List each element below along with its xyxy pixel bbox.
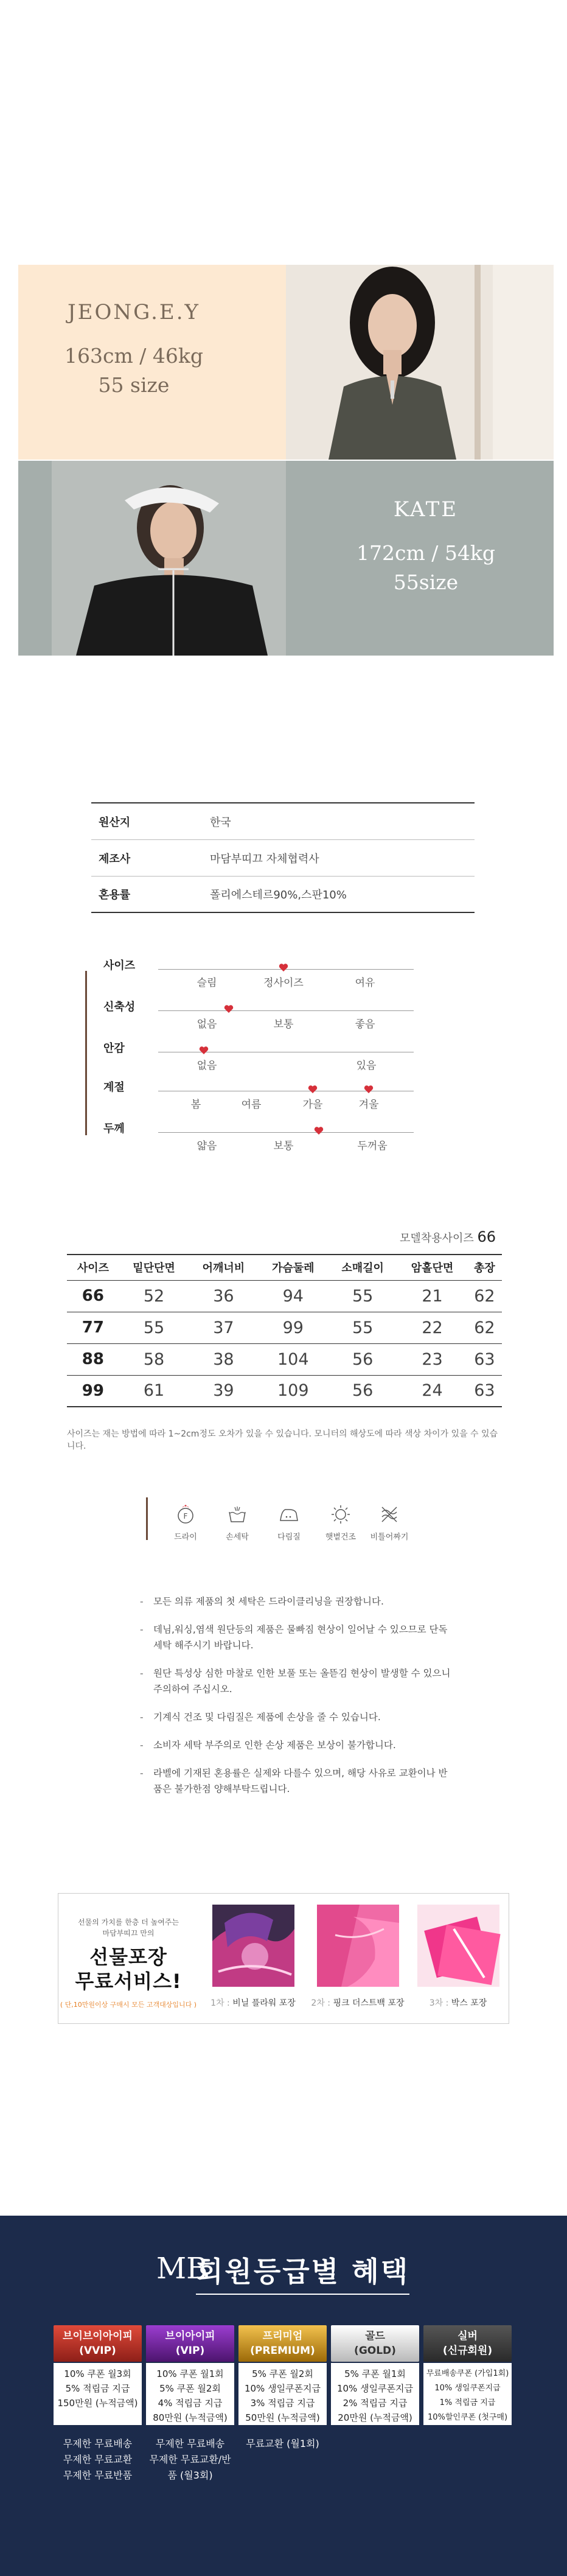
tier-benefit: 4% 적립금 지급 bbox=[158, 2398, 223, 2409]
model-measure: 163cm / 46kg bbox=[64, 344, 203, 368]
tier-name: 브이브이아이피 bbox=[63, 2330, 133, 2342]
feature-label-stretch: 신축성 bbox=[103, 1001, 136, 1013]
tier-extra-line: 무제한 무료반품 bbox=[63, 2469, 133, 2481]
tier-vip bbox=[146, 2325, 234, 2483]
care-item bbox=[368, 1503, 411, 1542]
gift-step: 3차 : bbox=[429, 1998, 449, 2008]
hand-wash-icon bbox=[226, 1503, 248, 1525]
gift-option bbox=[204, 1905, 302, 2009]
model-section bbox=[18, 265, 554, 657]
model-photo-2 bbox=[52, 461, 286, 656]
model-name: JEONG.E.Y bbox=[68, 300, 200, 324]
gift-headline bbox=[58, 1945, 198, 1993]
feature-option: 보통 bbox=[273, 1018, 294, 1031]
feature-option: 얇음 bbox=[197, 1140, 217, 1152]
gift-condition: ( 단,10만원이상 구매시 모든 고객대상입니다 ) bbox=[60, 2001, 197, 2009]
sun-dry-icon bbox=[330, 1503, 352, 1525]
svg-text:F: F bbox=[183, 1512, 188, 1521]
notice-item: - 기계식 건조 및 다림질은 제품에 손상을 줄 수 있습니다. bbox=[140, 1709, 456, 1725]
size-col-header: 소매길이 bbox=[328, 1255, 397, 1280]
tier-benefit: 10% 생일쿠폰지급 bbox=[434, 2384, 501, 2393]
gift-photo-dustbag bbox=[317, 1905, 399, 1987]
tier-benefit: 10% 쿠폰 월1회 bbox=[156, 2368, 224, 2379]
tier-code: (PREMIUM) bbox=[250, 2345, 315, 2357]
care-label: 햇볕건조 bbox=[325, 1533, 357, 1542]
tier-name: 골드 bbox=[365, 2330, 385, 2342]
size-cell: 56 bbox=[328, 1375, 397, 1407]
size-cell: 99 bbox=[67, 1375, 119, 1407]
feature-label-season: 계절 bbox=[103, 1081, 125, 1094]
feature-option: 가을 bbox=[302, 1099, 323, 1111]
tier-benefits bbox=[331, 2363, 419, 2425]
tier-extra bbox=[146, 2436, 234, 2483]
info-row bbox=[91, 840, 475, 877]
tier-benefit: 10% 생일쿠폰지급 bbox=[244, 2383, 321, 2394]
care-instructions bbox=[146, 1497, 414, 1552]
care-label: 손세탁 bbox=[226, 1533, 249, 1542]
info-row bbox=[91, 877, 475, 913]
gift-option bbox=[309, 1905, 406, 2009]
model-size: 55 size bbox=[98, 373, 170, 397]
size-cell: 104 bbox=[259, 1343, 328, 1375]
gift-step: 1차 : bbox=[210, 1998, 230, 2008]
feature-option: 좋음 bbox=[355, 1018, 375, 1031]
info-value: 폴리에스테르90%,스판10% bbox=[210, 889, 347, 901]
tier-benefits bbox=[54, 2363, 142, 2425]
size-table bbox=[67, 1254, 502, 1407]
size-col-header: 밑단단면 bbox=[119, 1255, 189, 1280]
tier-code: (신규회원) bbox=[442, 2345, 493, 2357]
model-row-1 bbox=[18, 265, 554, 460]
model-info-1 bbox=[55, 300, 213, 400]
size-cell: 55 bbox=[119, 1312, 189, 1343]
size-col-header: 가슴둘레 bbox=[259, 1255, 328, 1280]
heart-icon bbox=[314, 1126, 324, 1136]
size-col-header: 총장 bbox=[467, 1255, 502, 1280]
gift-subtext-line: 선물의 가치를 한층 더 높여주는 bbox=[78, 1918, 179, 1927]
info-row bbox=[91, 803, 475, 840]
tier-benefit: 5% 적립금 지급 bbox=[65, 2383, 130, 2394]
size-cell: 55 bbox=[328, 1312, 397, 1343]
table-row bbox=[67, 1312, 502, 1343]
gift-label: 비닐 플라워 포장 bbox=[232, 1998, 296, 2008]
size-cell: 77 bbox=[67, 1312, 119, 1343]
notice-item: - 라벨에 기재된 혼용률은 실제와 다를수 있으며, 해당 사유로 교환이나 반품은 불가한점 양해부탁드립니다. bbox=[140, 1765, 456, 1797]
tier-name: 프리미엄 bbox=[262, 2330, 303, 2342]
model-size-ref-value: 66 bbox=[477, 1228, 496, 1245]
model-row-2 bbox=[18, 461, 554, 656]
size-cell: 22 bbox=[397, 1312, 467, 1343]
size-cell: 66 bbox=[67, 1280, 119, 1312]
gift-caption bbox=[409, 1997, 507, 2009]
model-photo-1 bbox=[286, 265, 554, 460]
feature-label-lining: 안감 bbox=[103, 1042, 125, 1055]
feature-option: 있음 bbox=[356, 1060, 377, 1072]
care-item bbox=[319, 1503, 362, 1542]
gift-option bbox=[409, 1905, 507, 2009]
notice-item: - 원단 특성상 심한 마찰로 인한 보풀 또는 올뜯김 현상이 발생할 수 있으니 주의하여 주십시오. bbox=[140, 1665, 456, 1697]
membership-title: 회원등급별 혜택 bbox=[196, 2250, 409, 2295]
size-note: 사이즈는 재는 방법에 따라 1~2cm정도 오차가 있을 수 있습니다. 모니터의 해상도에 따라 색상 차이가 있을 수 있습니다. bbox=[67, 1429, 498, 1451]
model-size-ref-label: 모델착용사이즈 bbox=[400, 1232, 474, 1245]
heart-icon bbox=[308, 1085, 318, 1094]
tier-header bbox=[146, 2325, 234, 2362]
tier-benefit: 10%할인쿠폰 (첫구매) bbox=[427, 2413, 508, 2422]
tier-benefit: 5% 쿠폰 월1회 bbox=[344, 2368, 406, 2379]
care-item bbox=[216, 1503, 259, 1542]
model-size: 55size bbox=[393, 570, 459, 594]
size-cell: 24 bbox=[397, 1375, 467, 1407]
size-cell: 52 bbox=[119, 1280, 189, 1312]
tier-benefit: 3% 적립금 지급 bbox=[250, 2398, 315, 2409]
tier-extra bbox=[54, 2436, 142, 2483]
gift-step: 2차 : bbox=[311, 1998, 331, 2008]
tier-name: 브이아이피 bbox=[165, 2330, 215, 2342]
size-cell: 21 bbox=[397, 1280, 467, 1312]
size-cell: 63 bbox=[467, 1375, 502, 1407]
feature-line bbox=[158, 1132, 414, 1133]
tier-code: (GOLD) bbox=[354, 2345, 396, 2357]
feature-label-size: 사이즈 bbox=[103, 959, 136, 972]
tier-header bbox=[423, 2325, 512, 2362]
heart-icon bbox=[364, 1085, 374, 1094]
size-cell: 38 bbox=[189, 1343, 258, 1375]
tier-benefit: 무료배송쿠폰 (가입1회) bbox=[426, 2369, 509, 2378]
size-cell: 62 bbox=[467, 1312, 502, 1343]
size-col-header: 사이즈 bbox=[67, 1255, 119, 1280]
size-cell: 94 bbox=[259, 1280, 328, 1312]
tier-benefit: 50만원 (누적금액) bbox=[245, 2412, 320, 2423]
gift-photo-vinyl bbox=[212, 1905, 294, 1987]
info-value: 마담부띠끄 자체협력사 bbox=[210, 852, 319, 866]
tier-extra-line: 무제한 무료교환/반품 (월3회) bbox=[149, 2454, 231, 2481]
gift-headline-line: 선물포장 bbox=[89, 1945, 167, 1969]
size-cell: 58 bbox=[119, 1343, 189, 1375]
size-cell: 62 bbox=[467, 1280, 502, 1312]
tier-header bbox=[238, 2325, 327, 2362]
model-info-2 bbox=[335, 497, 517, 597]
size-cell: 56 bbox=[328, 1343, 397, 1375]
size-cell: 109 bbox=[259, 1375, 328, 1407]
tier-benefits bbox=[423, 2363, 512, 2425]
info-label: 원산지 bbox=[99, 816, 131, 829]
feature-scales bbox=[85, 950, 426, 1152]
feature-option: 없음 bbox=[197, 1018, 217, 1031]
care-label: 드라이 bbox=[174, 1533, 197, 1542]
notice-item: - 모든 의류 제품의 첫 세탁은 드라이클리닝을 권장합니다. bbox=[140, 1594, 456, 1609]
model-measure: 172cm / 54kg bbox=[357, 541, 495, 565]
care-item bbox=[268, 1503, 310, 1542]
tier-vvip bbox=[54, 2325, 142, 2483]
tier-benefit: 20만원 (누적금액) bbox=[338, 2412, 412, 2423]
tier-benefit: 80만원 (누적금액) bbox=[153, 2412, 228, 2423]
gift-headline-line: 무료서비스! bbox=[75, 1970, 182, 1993]
feature-option: 겨울 bbox=[358, 1099, 379, 1111]
tier-gold bbox=[331, 2325, 419, 2425]
tier-benefit: 5% 쿠폰 월2회 bbox=[159, 2383, 221, 2394]
size-table-header bbox=[67, 1255, 502, 1280]
tier-header bbox=[54, 2325, 142, 2362]
size-cell: 63 bbox=[467, 1343, 502, 1375]
gift-subtext bbox=[58, 1917, 198, 1939]
feature-option: 정사이즈 bbox=[263, 977, 304, 989]
tier-extra-line: 무제한 무료배송 bbox=[155, 2438, 225, 2449]
tier-benefit: 150만원 (누적금액) bbox=[57, 2398, 138, 2409]
notice-item: - 데님,워싱,염색 원단등의 제품은 물빠짐 현상이 일어날 수 있으므로 단독 세탁 해주시기 바랍니다. bbox=[140, 1622, 456, 1653]
gift-wrap-banner bbox=[58, 1893, 509, 2024]
size-cell: 23 bbox=[397, 1343, 467, 1375]
care-divider bbox=[146, 1497, 148, 1540]
gift-caption bbox=[204, 1997, 302, 2009]
feature-option: 보통 bbox=[273, 1140, 294, 1152]
feature-divider bbox=[85, 971, 87, 1135]
tier-benefits bbox=[238, 2363, 327, 2425]
size-cell: 37 bbox=[189, 1312, 258, 1343]
table-row bbox=[67, 1343, 502, 1375]
size-cell: 88 bbox=[67, 1343, 119, 1375]
feature-option: 슬림 bbox=[197, 977, 217, 989]
care-notices bbox=[140, 1594, 456, 1809]
no-wring-icon bbox=[378, 1503, 400, 1525]
membership-section bbox=[0, 2216, 567, 2576]
gift-subtext-line: 마담부띠끄 만의 bbox=[102, 1929, 155, 1937]
tier-benefit: 10% 생일쿠폰지급 bbox=[336, 2383, 414, 2394]
notice-item: - 소비자 세탁 부주의로 인한 손상 제품은 보상이 불가합니다. bbox=[140, 1737, 456, 1753]
feature-option: 두꺼움 bbox=[357, 1140, 388, 1152]
heart-icon bbox=[199, 1046, 209, 1055]
table-row bbox=[67, 1375, 502, 1407]
size-col-header: 암홀단면 bbox=[397, 1255, 467, 1280]
tier-silver bbox=[423, 2325, 512, 2425]
tier-extra-line: 무제한 무료교환 bbox=[63, 2454, 133, 2465]
product-info-table bbox=[91, 802, 475, 913]
care-label: 비틀어짜기 bbox=[370, 1533, 409, 1542]
heart-icon bbox=[279, 963, 288, 973]
size-cell: 99 bbox=[259, 1312, 328, 1343]
gift-label: 박스 포장 bbox=[451, 1998, 487, 2008]
iron-icon bbox=[278, 1503, 300, 1525]
dry-clean-icon bbox=[175, 1503, 197, 1525]
size-cell: 55 bbox=[328, 1280, 397, 1312]
info-value: 한국 bbox=[210, 816, 231, 829]
info-label: 제조사 bbox=[99, 852, 131, 866]
tier-header bbox=[331, 2325, 419, 2362]
heart-icon bbox=[224, 1004, 234, 1014]
gift-label: 핑크 더스트백 포장 bbox=[333, 1998, 405, 2008]
tier-benefit: 1% 적립금 지급 bbox=[439, 2398, 496, 2407]
feature-option: 없음 bbox=[197, 1060, 217, 1072]
feature-option: 여름 bbox=[241, 1099, 262, 1111]
feature-line bbox=[158, 1010, 414, 1011]
gift-photo-box bbox=[417, 1905, 499, 1987]
feature-label-thickness: 두께 bbox=[103, 1122, 125, 1135]
care-label: 다림질 bbox=[277, 1533, 301, 1542]
gift-intro bbox=[58, 1894, 198, 2023]
tier-code: (VIP) bbox=[175, 2345, 205, 2357]
mb-logo-text: MB bbox=[156, 2252, 208, 2286]
tier-benefit: 2% 적립금 지급 bbox=[343, 2398, 408, 2409]
tier-premium bbox=[238, 2325, 327, 2452]
feature-option: 여유 bbox=[355, 977, 375, 989]
tier-benefits bbox=[146, 2363, 234, 2425]
info-label: 혼용률 bbox=[99, 889, 131, 901]
tier-extra-line: 무료교환 (월1회) bbox=[246, 2438, 319, 2449]
model-size-ref bbox=[365, 1228, 496, 1245]
tier-extra-line: 무제한 무료배송 bbox=[63, 2438, 133, 2449]
size-cell: 39 bbox=[189, 1375, 258, 1407]
feature-option: 봄 bbox=[190, 1099, 201, 1111]
model-name: KATE bbox=[393, 497, 459, 522]
tier-benefit: 10% 쿠폰 월3회 bbox=[64, 2368, 131, 2379]
tier-extra bbox=[238, 2436, 327, 2452]
tier-code: (VVIP) bbox=[79, 2345, 116, 2357]
size-cell: 61 bbox=[119, 1375, 189, 1407]
gift-caption bbox=[309, 1997, 406, 2009]
size-cell: 36 bbox=[189, 1280, 258, 1312]
table-row bbox=[67, 1280, 502, 1312]
size-col-header: 어깨너비 bbox=[189, 1255, 258, 1280]
tier-benefit: 5% 쿠폰 월2회 bbox=[252, 2368, 313, 2379]
tier-name: 실버 bbox=[457, 2330, 478, 2342]
care-item bbox=[164, 1503, 207, 1542]
